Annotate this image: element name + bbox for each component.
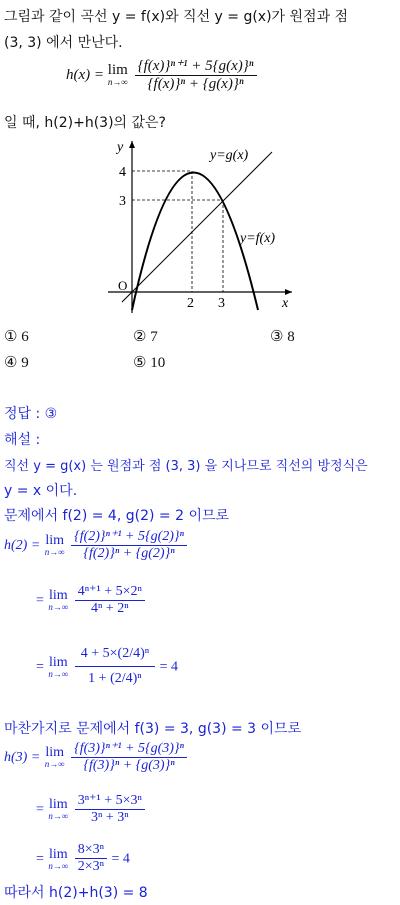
lim-sub: n→∞ [48,811,69,821]
h3-num-3: 8×3ⁿ [77,842,105,857]
h3-den-1: {f(3)}ⁿ + {g(3)}ⁿ [71,757,187,774]
answer-line: 정답 : ③ [4,406,58,422]
h3-step-1 [4,740,187,774]
solution-header: 해설 : [4,432,41,448]
solution-line-4: 마찬가지로 문제에서 f(3) = 3, g(3) = 3 이므로 [4,721,302,737]
lim-text: lim [45,745,65,760]
problem-line-1: 그림과 같이 곡선 y = f(x)와 직선 y = g(x)가 원점과 점 [4,9,349,25]
h-definition [66,56,257,93]
lim-sub: n→∞ [44,759,65,769]
choice-1: ① 6 [4,329,29,345]
h3-num-1: {f(3)}ⁿ⁺¹ + 5{g(3)}ⁿ [74,741,184,756]
choice-3: ③ 8 [270,329,295,345]
h2-fraction-1 [71,528,187,562]
h2-den-1: {f(2)}ⁿ + {g(2)}ⁿ [71,545,187,562]
h2-num-2: 4ⁿ⁺¹ + 5×2ⁿ [77,584,142,599]
h2-num-3: 4 + 5×(2/4)ⁿ [80,646,150,661]
lim-text: lim [48,797,68,812]
h3-den-2: 3ⁿ + 3ⁿ [75,809,145,826]
solution-line-2: y = x 이다. [4,483,78,499]
h2-lim-2 [48,588,68,612]
h2-label: h(2) = [4,538,41,553]
h2-result: = 4 [159,659,179,675]
final-line: 따라서 h(2)+h(3) = 8 [4,885,148,901]
h3-fraction-2 [75,792,145,826]
lim-text: lim [45,533,65,548]
h3-step-3: = lim n→∞ $\frac{\text{8×3ⁿ}}{\text{2×3ⁿ}}$ = 4 [36,842,130,874]
h3-lim-3 [48,847,68,871]
x-tick-2: 2 [187,296,194,311]
h-fraction [135,56,257,93]
h3-fraction-1 [71,740,187,774]
lim-sub: n→∞ [107,77,128,87]
problem-line-2: (3, 3) 에서 만난다. [4,35,123,51]
lim-sub: n→∞ [48,602,69,612]
h-label: h(x) = [66,67,108,83]
h2-step-3: = lim n→∞ $\frac{\text{4 + 5×(2/4)ⁿ}}{\text{1 + (2/4)ⁿ}}$ = 4 [36,642,178,691]
h3-lim-2 [48,797,68,821]
choice-5: ⑤ 10 [133,355,166,371]
lim-sub: n→∞ [48,860,69,871]
solution-line-1: 직선 y = g(x) 는 원점과 점 (3, 3) 을 지나므로 직선의 방정식은 [4,459,368,474]
h2-step-1 [4,528,187,562]
y-tick-3: 3 [119,194,126,209]
h3-label: h(3) = [4,750,41,765]
lim-text: lim [48,654,68,670]
solution-line-3: 문제에서 f(2) = 4, g(2) = 2 이므로 [4,508,230,524]
x-axis-arrow [285,289,292,295]
h2-num-1: {f(2)}ⁿ⁺¹ + 5{g(2)}ⁿ [74,529,184,544]
limit [108,62,128,87]
h2-lim-3 [48,655,68,679]
h3-den-3: 2×3ⁿ [75,858,107,875]
lim-text: lim [48,846,68,862]
h2-lim-1 [45,533,65,557]
choice-2: ② 7 [133,329,158,345]
y-axis-label: y [117,140,124,155]
line-label: y=g(x) [210,148,249,163]
graph [100,135,300,315]
h3-lim-1 [45,745,65,769]
h-denominator: {f(x)}ⁿ + {g(x)}ⁿ [135,75,257,93]
h2-fraction-2 [75,583,145,617]
origin-label: O [118,278,128,293]
lim-sub: n→∞ [44,547,65,557]
lim-sub: n→∞ [48,668,69,679]
h3-step-2: = lim n→∞ $\frac{\text{3ⁿ⁺¹ + 5×3ⁿ}}{\text{3ⁿ + 3ⁿ}}$ [36,792,145,826]
x-tick-3: 3 [218,296,225,311]
choice-4: ④ 9 [4,355,29,371]
h2-step-2: = lim n→∞ $\frac{\text{4ⁿ⁺¹ + 5×2ⁿ}}{\text{4ⁿ + 2ⁿ}}$ [36,583,145,617]
h3-num-2: 3ⁿ⁺¹ + 5×3ⁿ [77,793,142,808]
h2-fraction-3 [75,642,155,691]
h2-den-3: 1 + (2/4)ⁿ [75,666,155,691]
h3-result: = 4 [111,851,130,867]
y-axis-arrow [129,141,135,148]
y-tick-4: 4 [119,165,126,180]
question-text: 일 때, h(2)+h(3)의 값은? [4,115,166,131]
x-axis-label: x [282,296,289,311]
lim-text: lim [107,62,128,78]
h3-fraction-3 [75,842,107,875]
h2-den-2: 4ⁿ + 2ⁿ [75,600,145,617]
lim-text: lim [48,588,68,603]
h-numerator: {f(x)}ⁿ⁺¹ + 5{g(x)}ⁿ [137,58,254,74]
curve-label: y=f(x) [240,231,276,246]
